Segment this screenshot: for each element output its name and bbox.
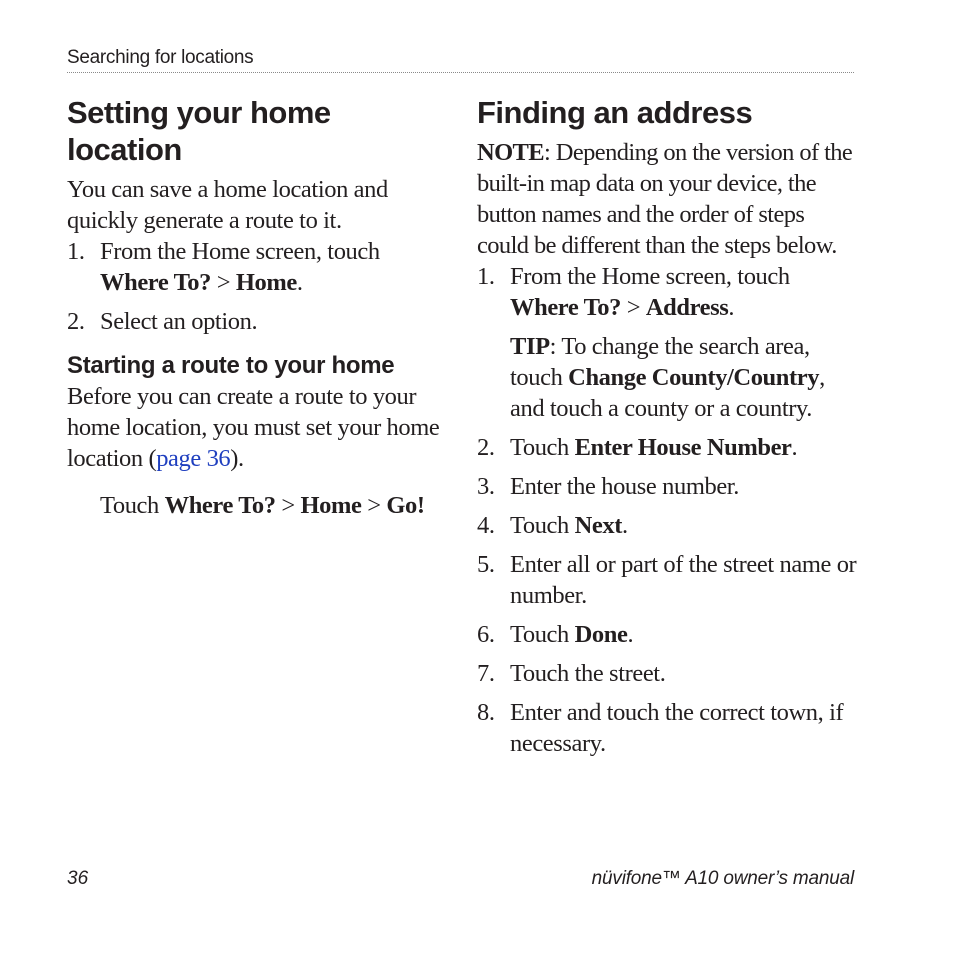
note-paragraph: NOTE: Depending on the version of the built-in map data on your device, the button names and the order of steps could be different than the steps below. (477, 139, 853, 259)
header-divider (67, 72, 854, 73)
list-item: 2. Select an option. (67, 308, 258, 335)
list-item: 6. Touch Done. (477, 621, 634, 648)
route-home-paragraph: Before you can create a route to your home location, you must set your home location (page 36). (67, 383, 440, 472)
tip-paragraph: TIP: To change the search area, touch Change County/Country, and touch a county or a country. (510, 333, 825, 422)
left-column (67, 94, 447, 521)
list-item: 8. Enter and touch the correct town, if necessary. (477, 699, 844, 757)
home-steps-list (67, 236, 447, 337)
list-item: 2. Touch Enter House Number. (477, 434, 798, 461)
list-item: 4. Touch Next. (477, 512, 628, 539)
list-item: 1. From the Home screen, touch Where To? > Address. TIP: To change the search area, touch Change County/Country, and touch a county or a country. (477, 261, 857, 424)
page-link[interactable]: page 36 (156, 445, 231, 472)
manual-title: nüvifone™ A10 owner’s manual (591, 868, 854, 889)
list-item: 7. Touch the street. (477, 660, 666, 687)
right-column (477, 94, 857, 767)
list-item: 5. Enter all or part of the street name or number. (477, 551, 857, 609)
subsection-title-route-home: Starting a route to your home (67, 352, 395, 379)
intro-paragraph: You can save a home location and quickly generate a route to it. (67, 176, 388, 234)
section-title-finding-address: Finding an address (477, 95, 753, 130)
list-item: 1. From the Home screen, touch Where To? > Home. (67, 238, 380, 296)
section-title-home-location: Setting your home location (67, 95, 331, 167)
route-home-instruction: Touch Where To? > Home > Go! (100, 492, 425, 519)
running-head: Searching for locations (67, 47, 254, 68)
address-steps-list (477, 261, 857, 759)
page-number: 36 (67, 868, 89, 889)
list-item: 3. Enter the house number. (477, 473, 739, 500)
